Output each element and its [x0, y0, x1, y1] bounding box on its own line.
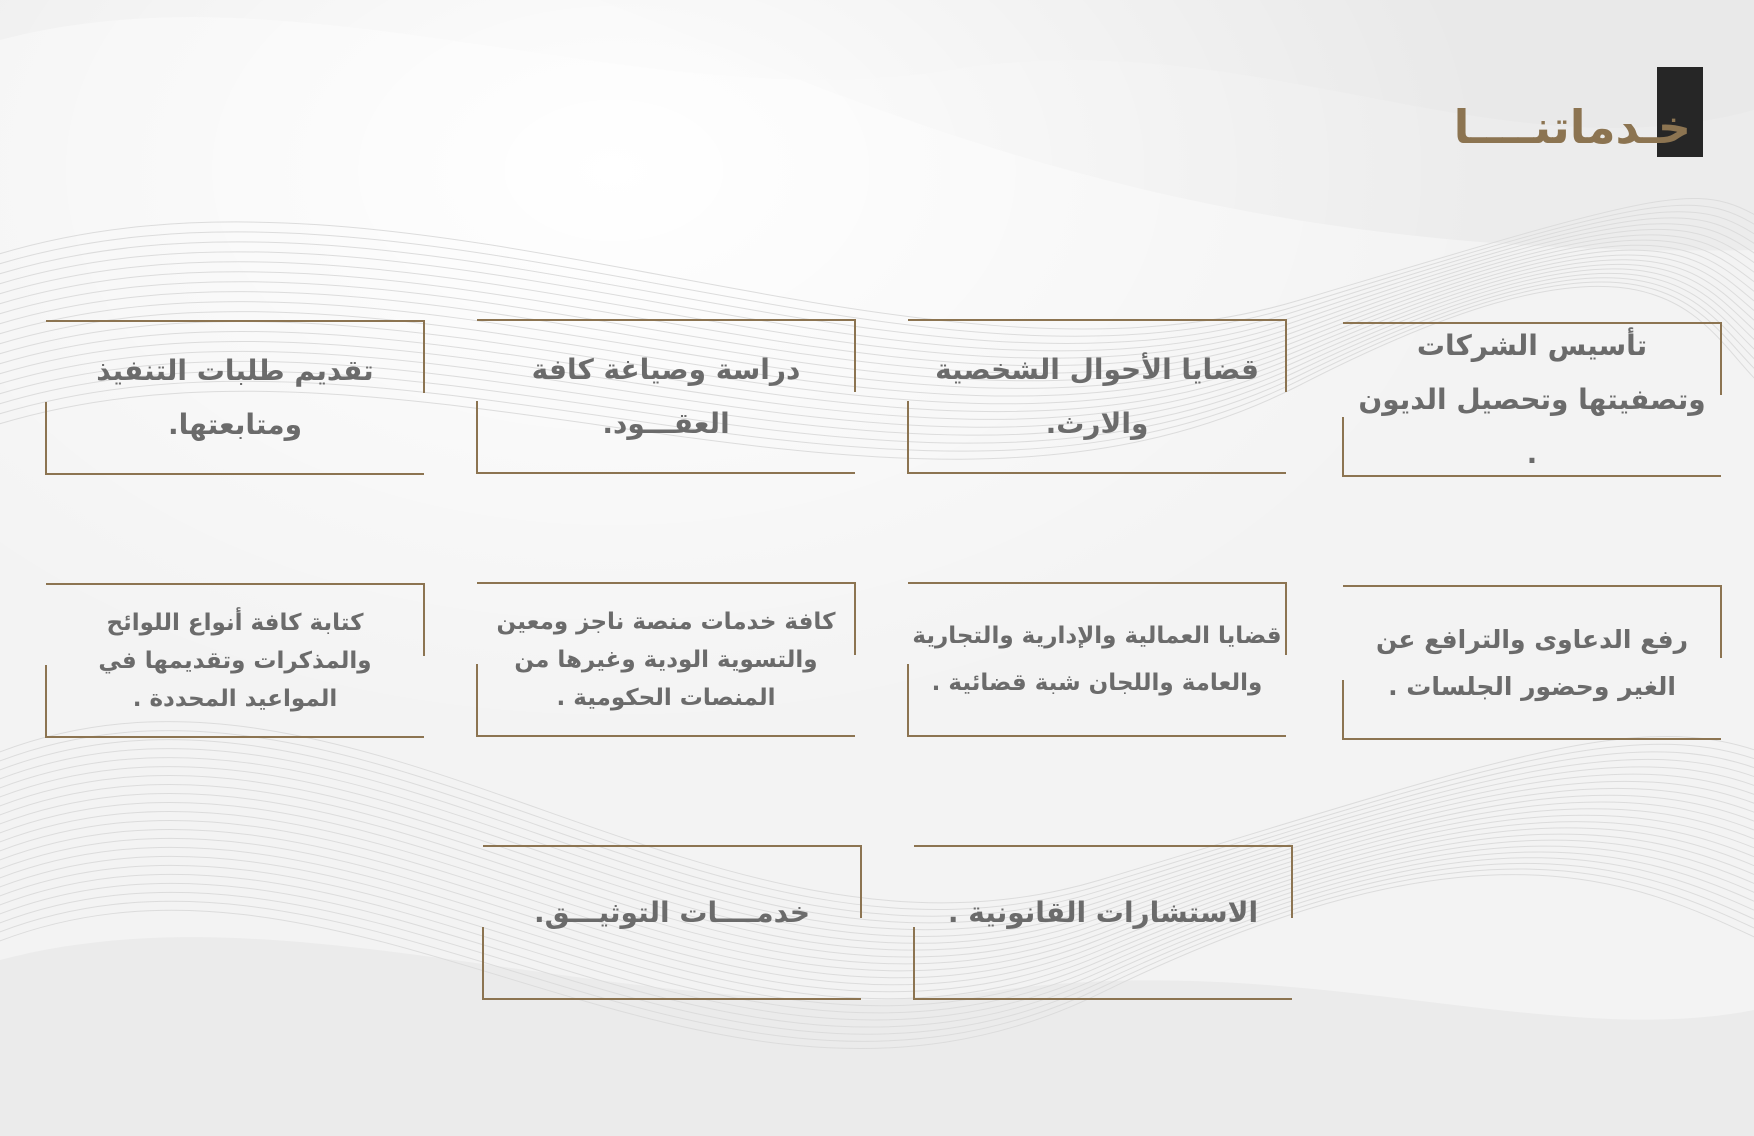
service-card — [45, 320, 425, 475]
service-text: تأسيس الشركات وتصفيتها وتحصيل الديون . — [1358, 328, 1706, 470]
service-text: دراسة وصياغة كافة العقـــود. — [531, 352, 801, 440]
page-title: خـدماتنــــا — [1453, 100, 1691, 154]
service-card — [476, 582, 856, 737]
service-text: كتابة كافة أنواع اللوائح والمذكرات وتقديمها في المواعيد المحددة . — [98, 609, 372, 712]
service-text: خدمــــات التوثيـــق. — [534, 895, 810, 929]
service-text: رفع الدعاوى والترافع عن الغير وحضور الجلسات . — [1375, 624, 1689, 701]
service-text: تقديم طلبات التنفيذ ومتابعتها. — [96, 353, 374, 441]
service-text: قضايا الأحوال الشخصية والارث. — [935, 352, 1259, 440]
service-card — [907, 319, 1287, 474]
service-card — [1342, 585, 1722, 740]
service-text: الاستشارات القانونية . — [947, 895, 1259, 929]
service-card — [482, 845, 862, 1000]
service-text: كافة خدمات منصة ناجز ومعين والتسوية الودية وغيرها من المنصات الحكومية . — [496, 608, 836, 711]
service-card — [1342, 322, 1722, 477]
service-card — [45, 583, 425, 738]
service-card — [476, 319, 856, 474]
service-card — [913, 845, 1293, 1000]
service-card — [907, 582, 1287, 737]
service-text: قضايا العمالية والإدارية والتجارية والعامة واللجان شبة قضائية . — [912, 622, 1282, 696]
